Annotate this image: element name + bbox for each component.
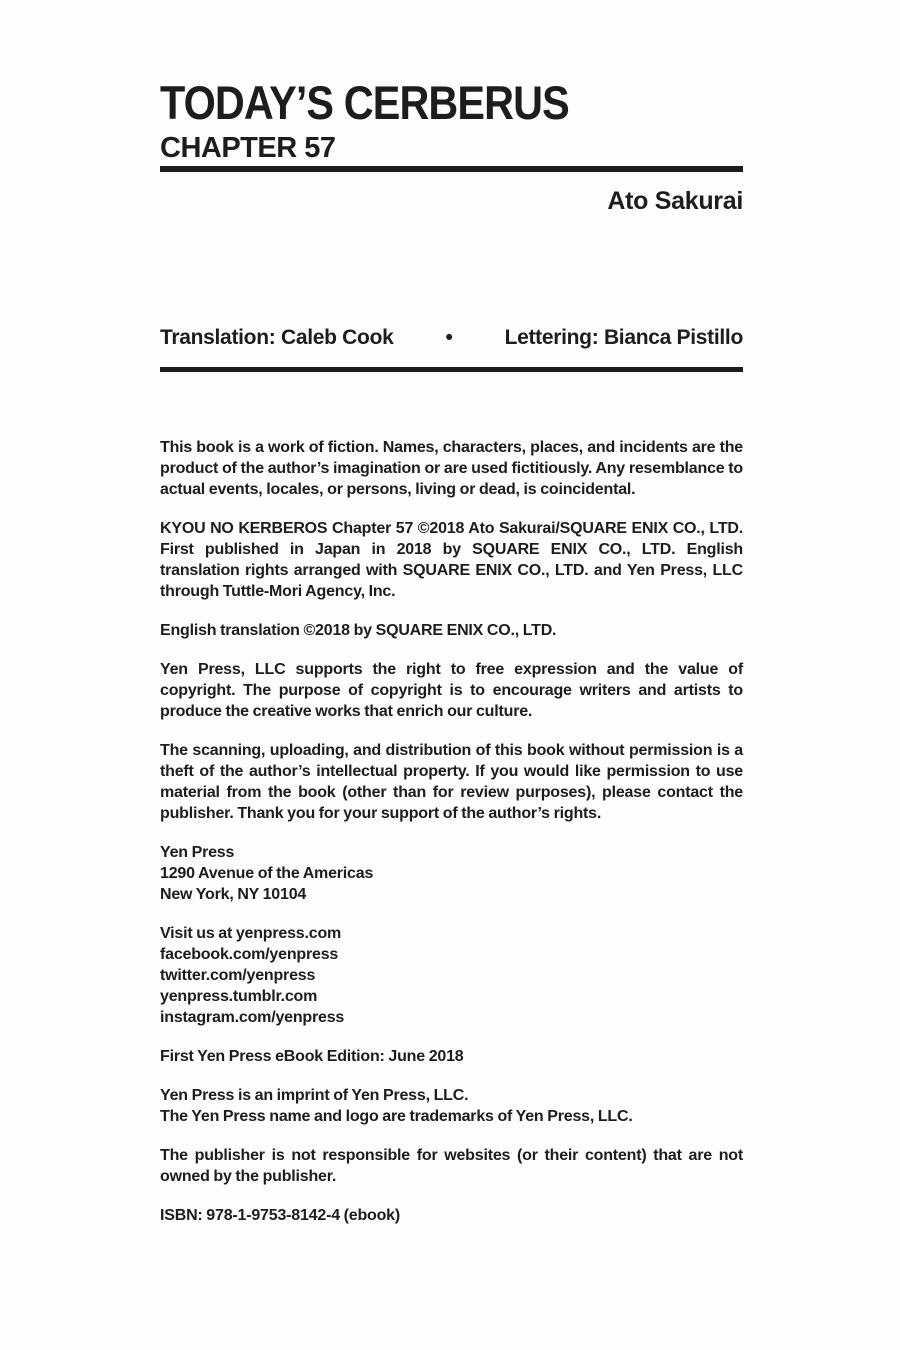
twitter-link: twitter.com/yenpress: [160, 967, 316, 984]
text-column: [160, 0, 743, 1244]
website-link: Visit us at yenpress.com: [160, 925, 342, 942]
imprint-line: The Yen Press name and logo are trademarks of Yen Press, LLC.: [160, 1108, 633, 1125]
lettering-credit: Lettering: Bianca Pistillo: [504, 326, 743, 349]
credits-divider: [160, 367, 743, 372]
website-disclaimer-paragraph: The publisher is not responsible for websites (or their content) that are not owned by the publisher.: [160, 1147, 743, 1185]
facebook-link: facebook.com/yenpress: [160, 946, 339, 963]
imprint-line: Yen Press is an imprint of Yen Press, LLC.: [160, 1087, 469, 1104]
legal-text-block: [160, 437, 743, 1226]
instagram-link: instagram.com/yenpress: [160, 1009, 345, 1026]
free-expression-paragraph: Yen Press, LLC supports the right to free expression and the value of copyright. The purpose of copyright is to encourage writers and artists to produce the creative works that enrich our culture.: [160, 661, 743, 720]
translation-copyright-paragraph: English translation ©2018 by SQUARE ENIX CO., LTD.: [160, 622, 557, 639]
publisher-address: [160, 842, 743, 905]
bullet-separator: •: [445, 326, 453, 349]
imprint-notice: [160, 1085, 743, 1127]
address-line: 1290 Avenue of the Americas: [160, 865, 374, 882]
isbn-text: ISBN: 978-1-9753-8142-4 (ebook): [160, 1207, 401, 1224]
author-name: Ato Sakurai: [607, 187, 743, 215]
isbn-line: [160, 1205, 743, 1226]
ebook-edition-line: [160, 1046, 743, 1067]
piracy-notice-paragraph: The scanning, uploading, and distribution of this book without permission is a theft of the author’s intellectual property. If you would like permission to use material from the book (other than for review purposes), please contact the publisher. Thank you for your support of the author’s rights.: [160, 742, 743, 822]
original-copyright-paragraph: KYOU NO KERBEROS Chapter 57 ©2018 Ato Sakurai/SQUARE ENIX CO., LTD. First published in Japan in 2018 by SQUARE ENIX CO., LTD. English translation rights arranged with SQUARE ENIX CO., LTD. and Yen Press, LLC through Tuttle-Mori Agency, Inc.: [160, 520, 743, 600]
tumblr-link: yenpress.tumblr.com: [160, 988, 318, 1005]
book-title: TODAY’S CERBERUS: [160, 76, 569, 129]
edition-text: First Yen Press eBook Edition: June 2018: [160, 1048, 464, 1065]
fiction-disclaimer-paragraph: This book is a work of fiction. Names, characters, places, and incidents are the product of the author’s imagination or are used fictitiously. Any resemblance to actual events, locales, or persons, living or dead, is coincidental.: [160, 439, 743, 498]
address-line: Yen Press: [160, 844, 235, 861]
address-line: New York, NY 10104: [160, 886, 307, 903]
translation-credit: Translation: Caleb Cook: [160, 326, 394, 349]
title-divider: [160, 166, 743, 172]
chapter-heading: CHAPTER 57: [160, 132, 336, 164]
credits-row: [160, 325, 743, 351]
social-links: [160, 923, 743, 1028]
